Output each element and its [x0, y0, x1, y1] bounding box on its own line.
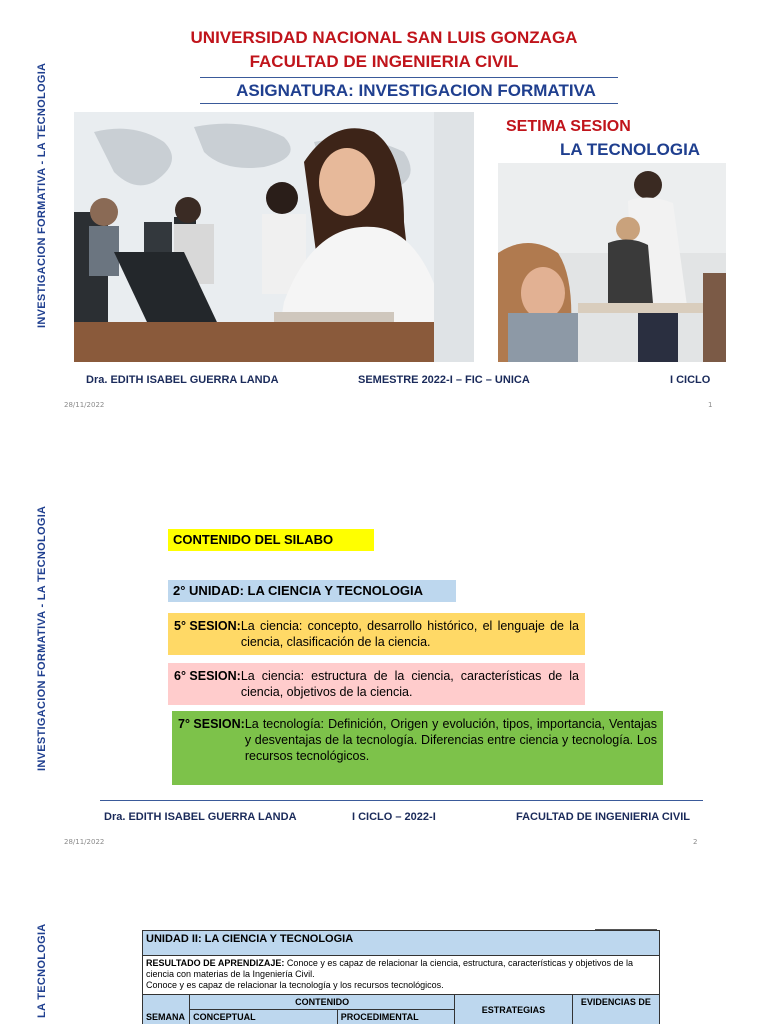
session-7-text: La tecnología: Definición, Origen y evolución, tipos, importancia, Ventajas y desventajas de la tecnología. Diferencias entre ciencia y tecnología. Los recursos tecnológicos.	[244, 717, 657, 763]
session-5-text: La ciencia: concepto, desarrollo histórico, el lenguaje de la ciencia, clasificación de la ciencia.	[240, 619, 579, 649]
strategies-header: ESTRATEGIAS	[455, 995, 572, 1024]
week-header: SEMANA	[143, 995, 190, 1024]
conceptual-header: CONCEPTUAL	[190, 1010, 338, 1024]
slide-date: 28/11/2022	[64, 401, 105, 409]
session-5-label: 5° SESION:	[174, 619, 241, 633]
result-text-2: Conoce y es capaz de relacionar la tecnología y los recursos tecnológicos.	[146, 980, 444, 990]
result-text: Conoce y es capaz de relacionar la ciencia, estructura, características y objetivos de la ciencia con materias de la Ingeniería Civil.	[146, 958, 634, 979]
slide-date: 28/11/2022	[64, 838, 105, 846]
syllabus-heading: CONTENIDO DEL SILABO	[168, 529, 374, 551]
university-title: UNIVERSIDAD NACIONAL SAN LUIS GONZAGA	[190, 28, 578, 47]
evidence-header: EVIDENCIAS DE	[572, 995, 659, 1024]
classroom-photo	[498, 163, 726, 362]
faculty-title: FACULTAD DE INGENIERIA CIVIL	[249, 52, 519, 71]
session-6-box	[168, 663, 585, 705]
header-divider	[200, 77, 618, 78]
side-label: INVESTIGACION FORMATIVA - LA TECNOLOGIA	[36, 62, 48, 328]
session-title: SETIMA SESION	[506, 118, 631, 135]
subject-title: ASIGNATURA: INVESTIGACION FORMATIVA	[236, 81, 596, 100]
side-label: INVESTIGACION FORMATIVA - LA TECNOLOGIA	[36, 505, 48, 771]
syllabus-table	[142, 930, 660, 1024]
result-label: RESULTADO DE APRENDIZAJE:	[146, 958, 285, 968]
footer-faculty: FACULTAD DE INGENIERIA CIVIL	[516, 811, 690, 823]
procedural-header: PROCEDIMENTAL	[337, 1010, 454, 1024]
table-row	[143, 931, 660, 956]
session-5-box	[168, 613, 585, 655]
topic-title: LA TECNOLOGIA	[560, 140, 701, 159]
slide-3	[0, 904, 768, 1024]
office-photo	[74, 112, 474, 362]
slide-number: 1	[708, 401, 713, 409]
unit-heading: 2° UNIDAD: LA CIENCIA Y TECNOLOGIA	[168, 580, 456, 602]
slide-2	[0, 474, 768, 874]
result-cell	[143, 956, 660, 995]
session-7-box	[172, 711, 663, 785]
slide-1	[0, 0, 768, 430]
footer-cycle: I CICLO	[670, 374, 711, 386]
unit-title-cell	[143, 931, 660, 956]
header-divider-2	[200, 103, 618, 104]
office-photo-image	[74, 112, 474, 362]
side-label: LA TECNOLOGIA	[36, 923, 48, 1019]
table-row	[143, 995, 660, 1010]
footer-teacher: Dra. EDITH ISABEL GUERRA LANDA	[86, 374, 279, 386]
session-6-label: 6° SESION:	[174, 669, 241, 683]
slide-separator	[0, 430, 768, 474]
table-row	[143, 956, 660, 995]
session-7-label: 7° SESION:	[178, 717, 245, 731]
footer-cycle: I CICLO – 2022-I	[352, 811, 436, 823]
unit-title: UNIDAD II: LA CIENCIA Y TECNOLOGIA	[146, 933, 354, 945]
classroom-photo-image	[498, 163, 726, 362]
slide-number: 2	[693, 838, 698, 846]
footer-semester: SEMESTRE 2022-I – FIC – UNICA	[358, 374, 530, 386]
content-header: CONTENIDO	[190, 995, 455, 1010]
session-6-text: La ciencia: estructura de la ciencia, características de la ciencia, objetivos de la ciencia.	[240, 669, 579, 699]
footer-divider	[100, 800, 703, 801]
footer-teacher: Dra. EDITH ISABEL GUERRA LANDA	[104, 811, 297, 823]
